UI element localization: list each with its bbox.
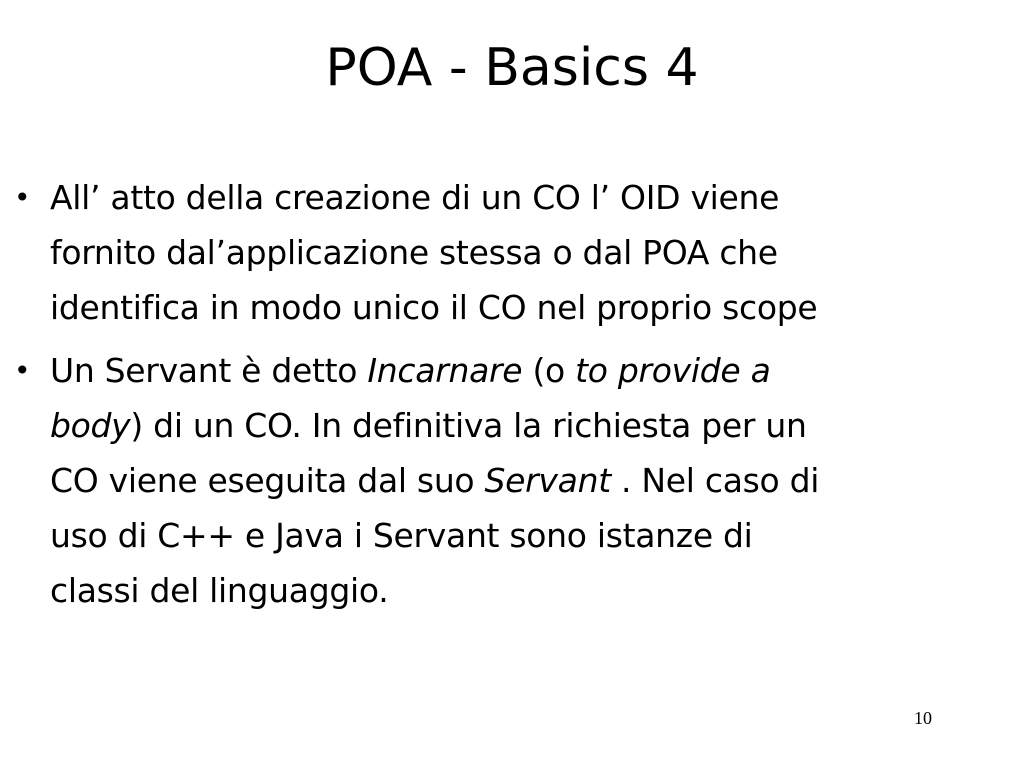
bullet-line [50,453,1014,508]
text-run: uso di C++ e Java i Servant sono istanze di [50,516,753,555]
bullet-line [50,280,1014,335]
bullet-list [14,170,1014,626]
italic-term-body: body [50,406,131,445]
text-run: identifica in modo unico il CO nel proprio scope [50,288,818,327]
text-run: ) di un CO. In definitiva la richiesta per un [130,406,807,445]
page-number: 10 [914,708,932,728]
bullet-marker: • [14,181,31,214]
bullet-line [50,343,1014,398]
text-run: (o [522,351,576,390]
italic-term-to-provide-a: to provide a [575,351,771,390]
bullet-line [50,170,1014,225]
text-run: CO viene eseguita dal suo [50,461,485,500]
text-run: classi del linguaggio. [50,571,389,610]
bullet-item [14,170,1014,335]
bullet-item [14,343,1014,618]
text-run: Un Servant è detto [50,351,368,390]
text-run: fornito dal’applicazione stessa o dal POA che [50,233,778,272]
text-run: . Nel caso di [610,461,820,500]
bullet-line [50,508,1014,563]
slide-title: POA - Basics 4 [325,38,699,98]
bullet-line [50,563,1014,618]
italic-term-servant: Servant [484,461,611,500]
text-run: All’ atto della creazione di un CO l’ OID viene [50,178,780,217]
bullet-line [50,225,1014,280]
bullet-marker: • [14,354,31,387]
italic-term-incarnare: Incarnare [367,351,523,390]
bullet-line [50,398,1014,453]
